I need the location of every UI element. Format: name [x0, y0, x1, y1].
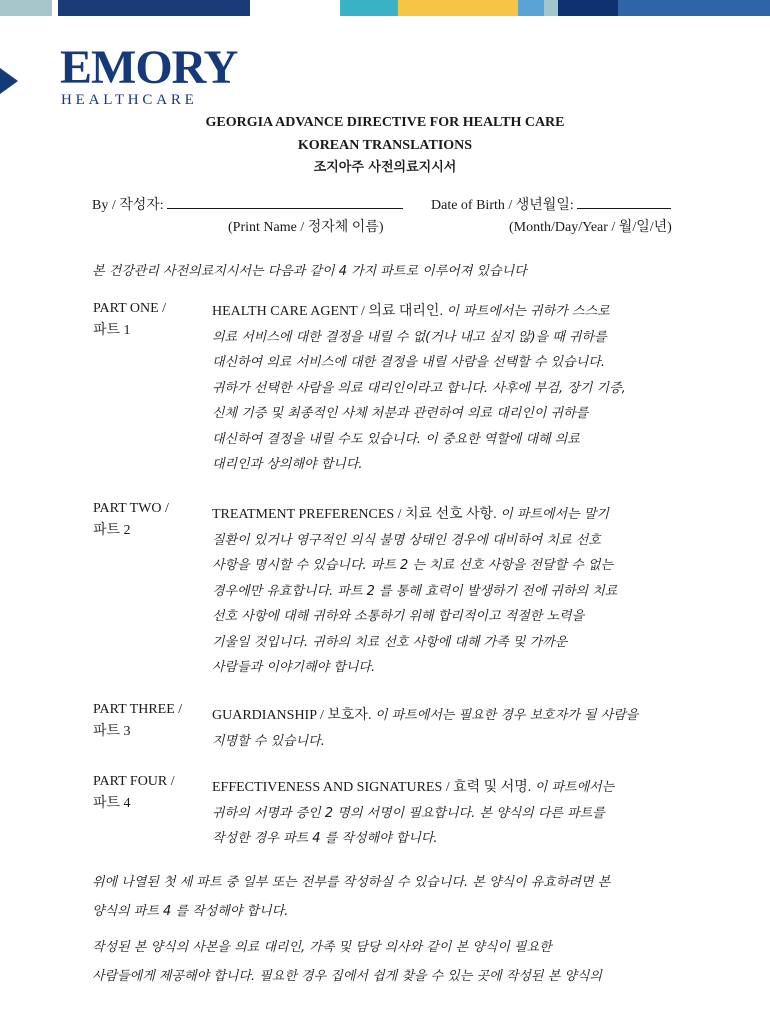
top-color-bar	[0, 0, 770, 16]
print-name-caption: (Print Name / 정자체 이름)	[228, 220, 384, 235]
bar-segment	[168, 0, 250, 16]
logo-arrow-icon	[0, 68, 18, 94]
bar-segment	[58, 0, 168, 16]
author-label: By / 작성자:	[92, 198, 164, 213]
bar-segment	[558, 0, 618, 16]
author-field[interactable]	[92, 196, 403, 213]
dob-blank[interactable]	[577, 196, 671, 209]
document-title: GEORGIA ADVANCE DIRECTIVE FOR HEALTH CARE	[205, 115, 565, 130]
logo-wordmark: EMORY	[60, 41, 238, 94]
part-one-label: PART ONE / 파트 1	[93, 301, 167, 338]
author-blank[interactable]	[167, 196, 403, 209]
bar-segment	[518, 0, 544, 16]
dob-caption: (Month/Day/Year / 월/일/년)	[509, 220, 672, 235]
closing-paragraph-2: 작성된 본 양식의 사본을 의료 대리인, 가족 및 담당 의사와 같이 본 양식이 필요한 사람들에게 제공해야 합니다. 필요한 경우 집에서 쉽게 찾을 수 있는 곳에 작성된 본 양식의	[92, 940, 602, 984]
part-three-body: GUARDIANSHIP / 보호자. 이 파트에서는 필요한 경우 보호자가 될 사람을 지명할 수 있습니다.	[212, 708, 639, 749]
bar-segment	[0, 0, 52, 16]
dob-label: Date of Birth / 생년월일:	[431, 198, 574, 213]
logo-subtitle: HEALTHCARE	[61, 92, 198, 108]
bar-segment	[340, 0, 398, 16]
part-four-label: PART FOUR / 파트 4	[93, 774, 175, 811]
closing-paragraph-1: 위에 나열된 첫 세 파트 중 일부 또는 전부를 작성하실 수 있습니다. 본 양식이 유효하려면 본 양식의 파트 4 를 작성해야 합니다.	[92, 875, 611, 919]
part-two-body: TREATMENT PREFERENCES / 치료 선호 사항. 이 파트에서는 말기 질환이 있거나 영구적인 의식 불명 상태인 경우에 대비하여 치료 선호 사항을 명시할 수 있습니다. 파트 2 는 치료 선호 사항을 전달할 수 없는 경우에만 유효합니다. 파트 2 를 통해 효력이 발생하기 전에 귀하의 치료 선호 사항에 대해 귀하와 소통하기 위해 합리적이고 적절한 노력을 기울일 것입니다. 귀하의 치료 선호 사항에 대해 가족 및 가까운 사람들과 이야기해야 합니다.	[212, 507, 618, 675]
document-korean-title: 조지아주 사전의료지시서	[313, 160, 457, 175]
bar-segment	[250, 0, 340, 16]
bar-segment	[618, 0, 770, 16]
part-two-label: PART TWO / 파트 2	[93, 501, 169, 538]
part-one-body: HEALTH CARE AGENT / 의료 대리인. 이 파트에서는 귀하가 스스로 의료 서비스에 대한 결정을 내릴 수 없(거나 내고 싶지 않)을 때 귀하를 대신하여 의료 서비스에 대한 결정을 내릴 사람을 선택할 수 있습니다. 귀하가 선택한 사람을 의료 대리인이라고 합니다. 사후에 부검, 장기 기증, 신체 기증 및 최종적인 사체 처분과 관련하여 의료 대리인이 귀하를 대신하여 결정을 내릴 수도 있습니다. 이 중요한 역할에 대해 의료 대리인과 상의해야 합니다.	[212, 304, 626, 472]
part-four-body: EFFECTIVENESS AND SIGNATURES / 효력 및 서명. 이 파트에서는 귀하의 서명과 증인 2 명의 서명이 필요합니다. 본 양식의 다른 파트를 작성한 경우 파트 4 를 작성해야 합니다.	[212, 780, 615, 846]
intro-text: 본 건강관리 사전의료지시서는 다음과 같이 4 가지 파트로 이루어져 있습니다	[92, 264, 527, 279]
dob-field[interactable]	[431, 196, 671, 213]
part-three-label: PART THREE / 파트 3	[93, 702, 183, 739]
document-subtitle: KOREAN TRANSLATIONS	[297, 138, 473, 153]
bar-segment	[398, 0, 518, 16]
bar-segment	[544, 0, 558, 16]
